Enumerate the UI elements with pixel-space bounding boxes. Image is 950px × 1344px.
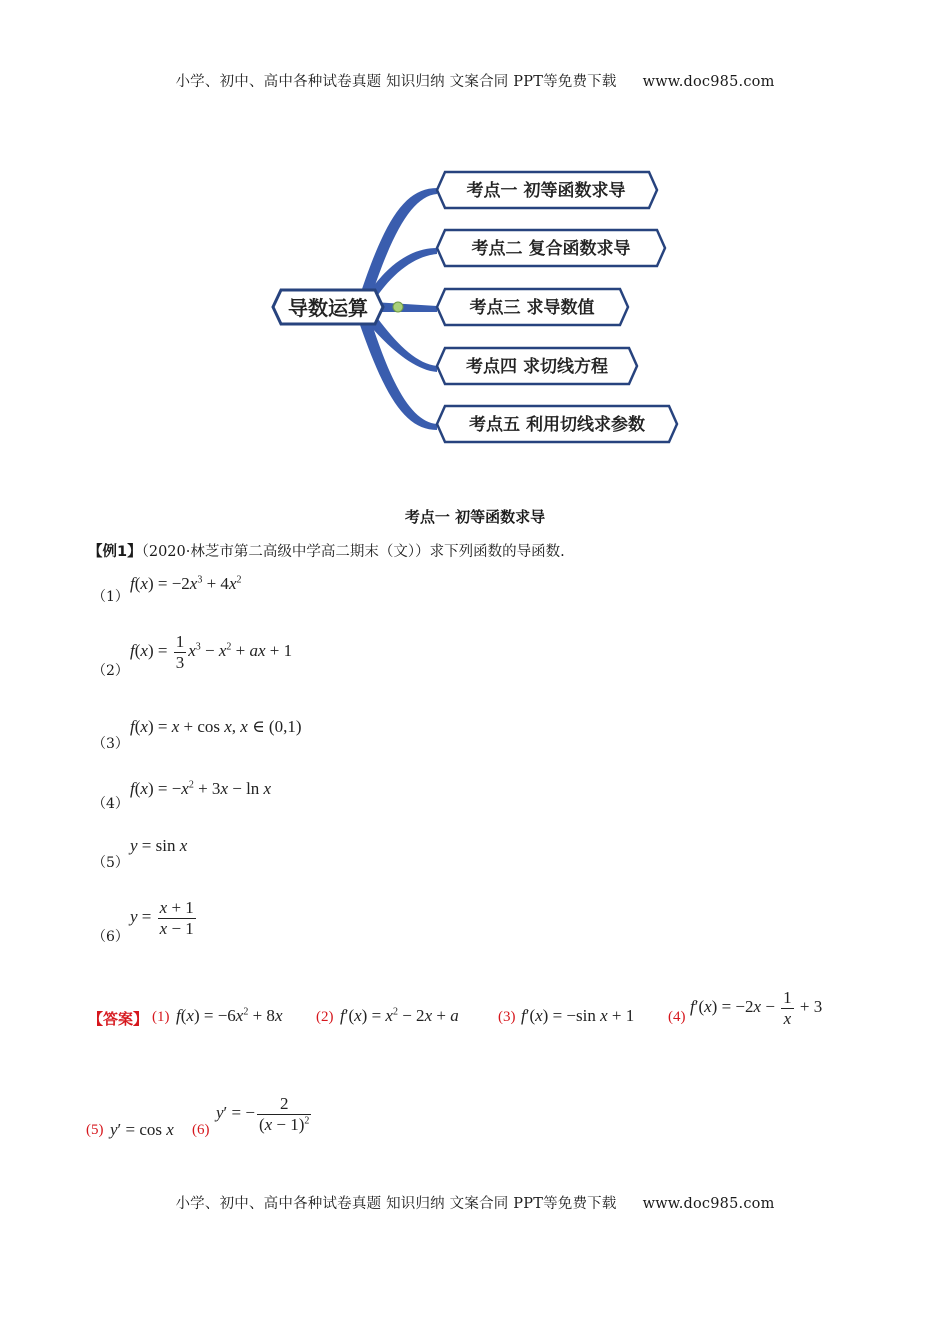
branch-node-4[interactable] <box>437 348 637 384</box>
branch-connector-5 <box>360 318 437 430</box>
footer-text: 小学、初中、高中各种试卷真题 知识归纳 文案合同 PPT等免费下载 <box>175 1196 617 1212</box>
item-label-3: （3） <box>92 736 129 752</box>
formula-1: $f(x) = -2x^3 + 4x^2$ <box>130 574 242 593</box>
branch-node-5[interactable] <box>437 406 677 442</box>
header-url[interactable]: www.doc985.com <box>642 74 775 90</box>
page-footer <box>0 1192 950 1213</box>
item-label-2: （2） <box>92 663 129 679</box>
answer-label-2: (2) <box>316 1009 334 1025</box>
example-prompt <box>88 540 565 561</box>
answer-label-4: (4) <box>668 1009 686 1025</box>
item-label-1: （1） <box>92 589 129 605</box>
root-node[interactable] <box>273 290 383 324</box>
branch-label-1: 考点一 初等函数求导 <box>466 181 626 201</box>
answer-formula-4: f′(x) = −2x − $\frac{1}{x}$ + 3 <box>690 988 823 1028</box>
answer-formula-6: y′ = − $\frac{2}{(x - 1)^2}$ <box>216 1094 310 1134</box>
answer-label-1: (1) <box>152 1009 170 1025</box>
answer-formula-5: y′ = cos x <box>110 1120 174 1139</box>
branch-connector-1 <box>360 188 437 300</box>
item-label-6: （6） <box>92 929 129 945</box>
page-header <box>0 70 950 91</box>
item-label-4: （4） <box>92 796 129 812</box>
branch-label-5: 考点五 利用切线求参数 <box>469 415 645 435</box>
item-label-5: （5） <box>92 855 129 871</box>
answer-formula-2: $f'(x) = x^2 - 2x + a$ <box>340 1006 459 1025</box>
formula-5: y = sin x <box>130 836 188 855</box>
answer-formula-1: $f(x) = -6x^2 + 8x$ <box>176 1006 283 1025</box>
branch-node-3[interactable] <box>437 289 628 325</box>
formula-6: y = $\frac{x + 1}{x - 1}$ <box>130 898 194 938</box>
root-label: 导数运算 <box>288 296 368 320</box>
answer-label-5: (5) <box>86 1122 104 1138</box>
formula-2: f(x) = $\frac{1}{3}$ $x^3 - x^2$ + ax + 1 <box>130 632 293 672</box>
example-tag: 【例1】 <box>88 544 142 560</box>
header-text: 小学、初中、高中各种试卷真题 知识归纳 文案合同 PPT等免费下载 <box>175 74 617 90</box>
section-title: 考点一 初等函数求导 <box>404 508 546 526</box>
answer-label-6: (6) <box>192 1122 210 1138</box>
branch-label-3: 考点三 求导数值 <box>469 298 595 318</box>
branch-node-2[interactable] <box>437 230 665 266</box>
branch-label-4: 考点四 求切线方程 <box>466 357 608 377</box>
footer-url[interactable]: www.doc985.com <box>642 1196 775 1212</box>
branch-label-2: 考点二 复合函数求导 <box>471 239 631 259</box>
example-text: （2020·林芝市第二高级中学高二期末（文））求下列函数的导函数. <box>141 544 565 560</box>
mindmap <box>265 160 685 450</box>
answer-formula-3: f′(x) = −sin x + 1 <box>521 1006 635 1025</box>
formula-3: f(x) = x + cos x, x ∈ (0,1) <box>130 717 302 736</box>
branch-node-dot <box>393 302 403 312</box>
answer-head: 【答案】 <box>88 1010 149 1028</box>
branch-node-1[interactable] <box>437 172 657 208</box>
formula-4: $f(x) = -x^2 + 3x - \ln x$ <box>130 779 272 798</box>
answer-label-3: (3) <box>498 1009 516 1025</box>
